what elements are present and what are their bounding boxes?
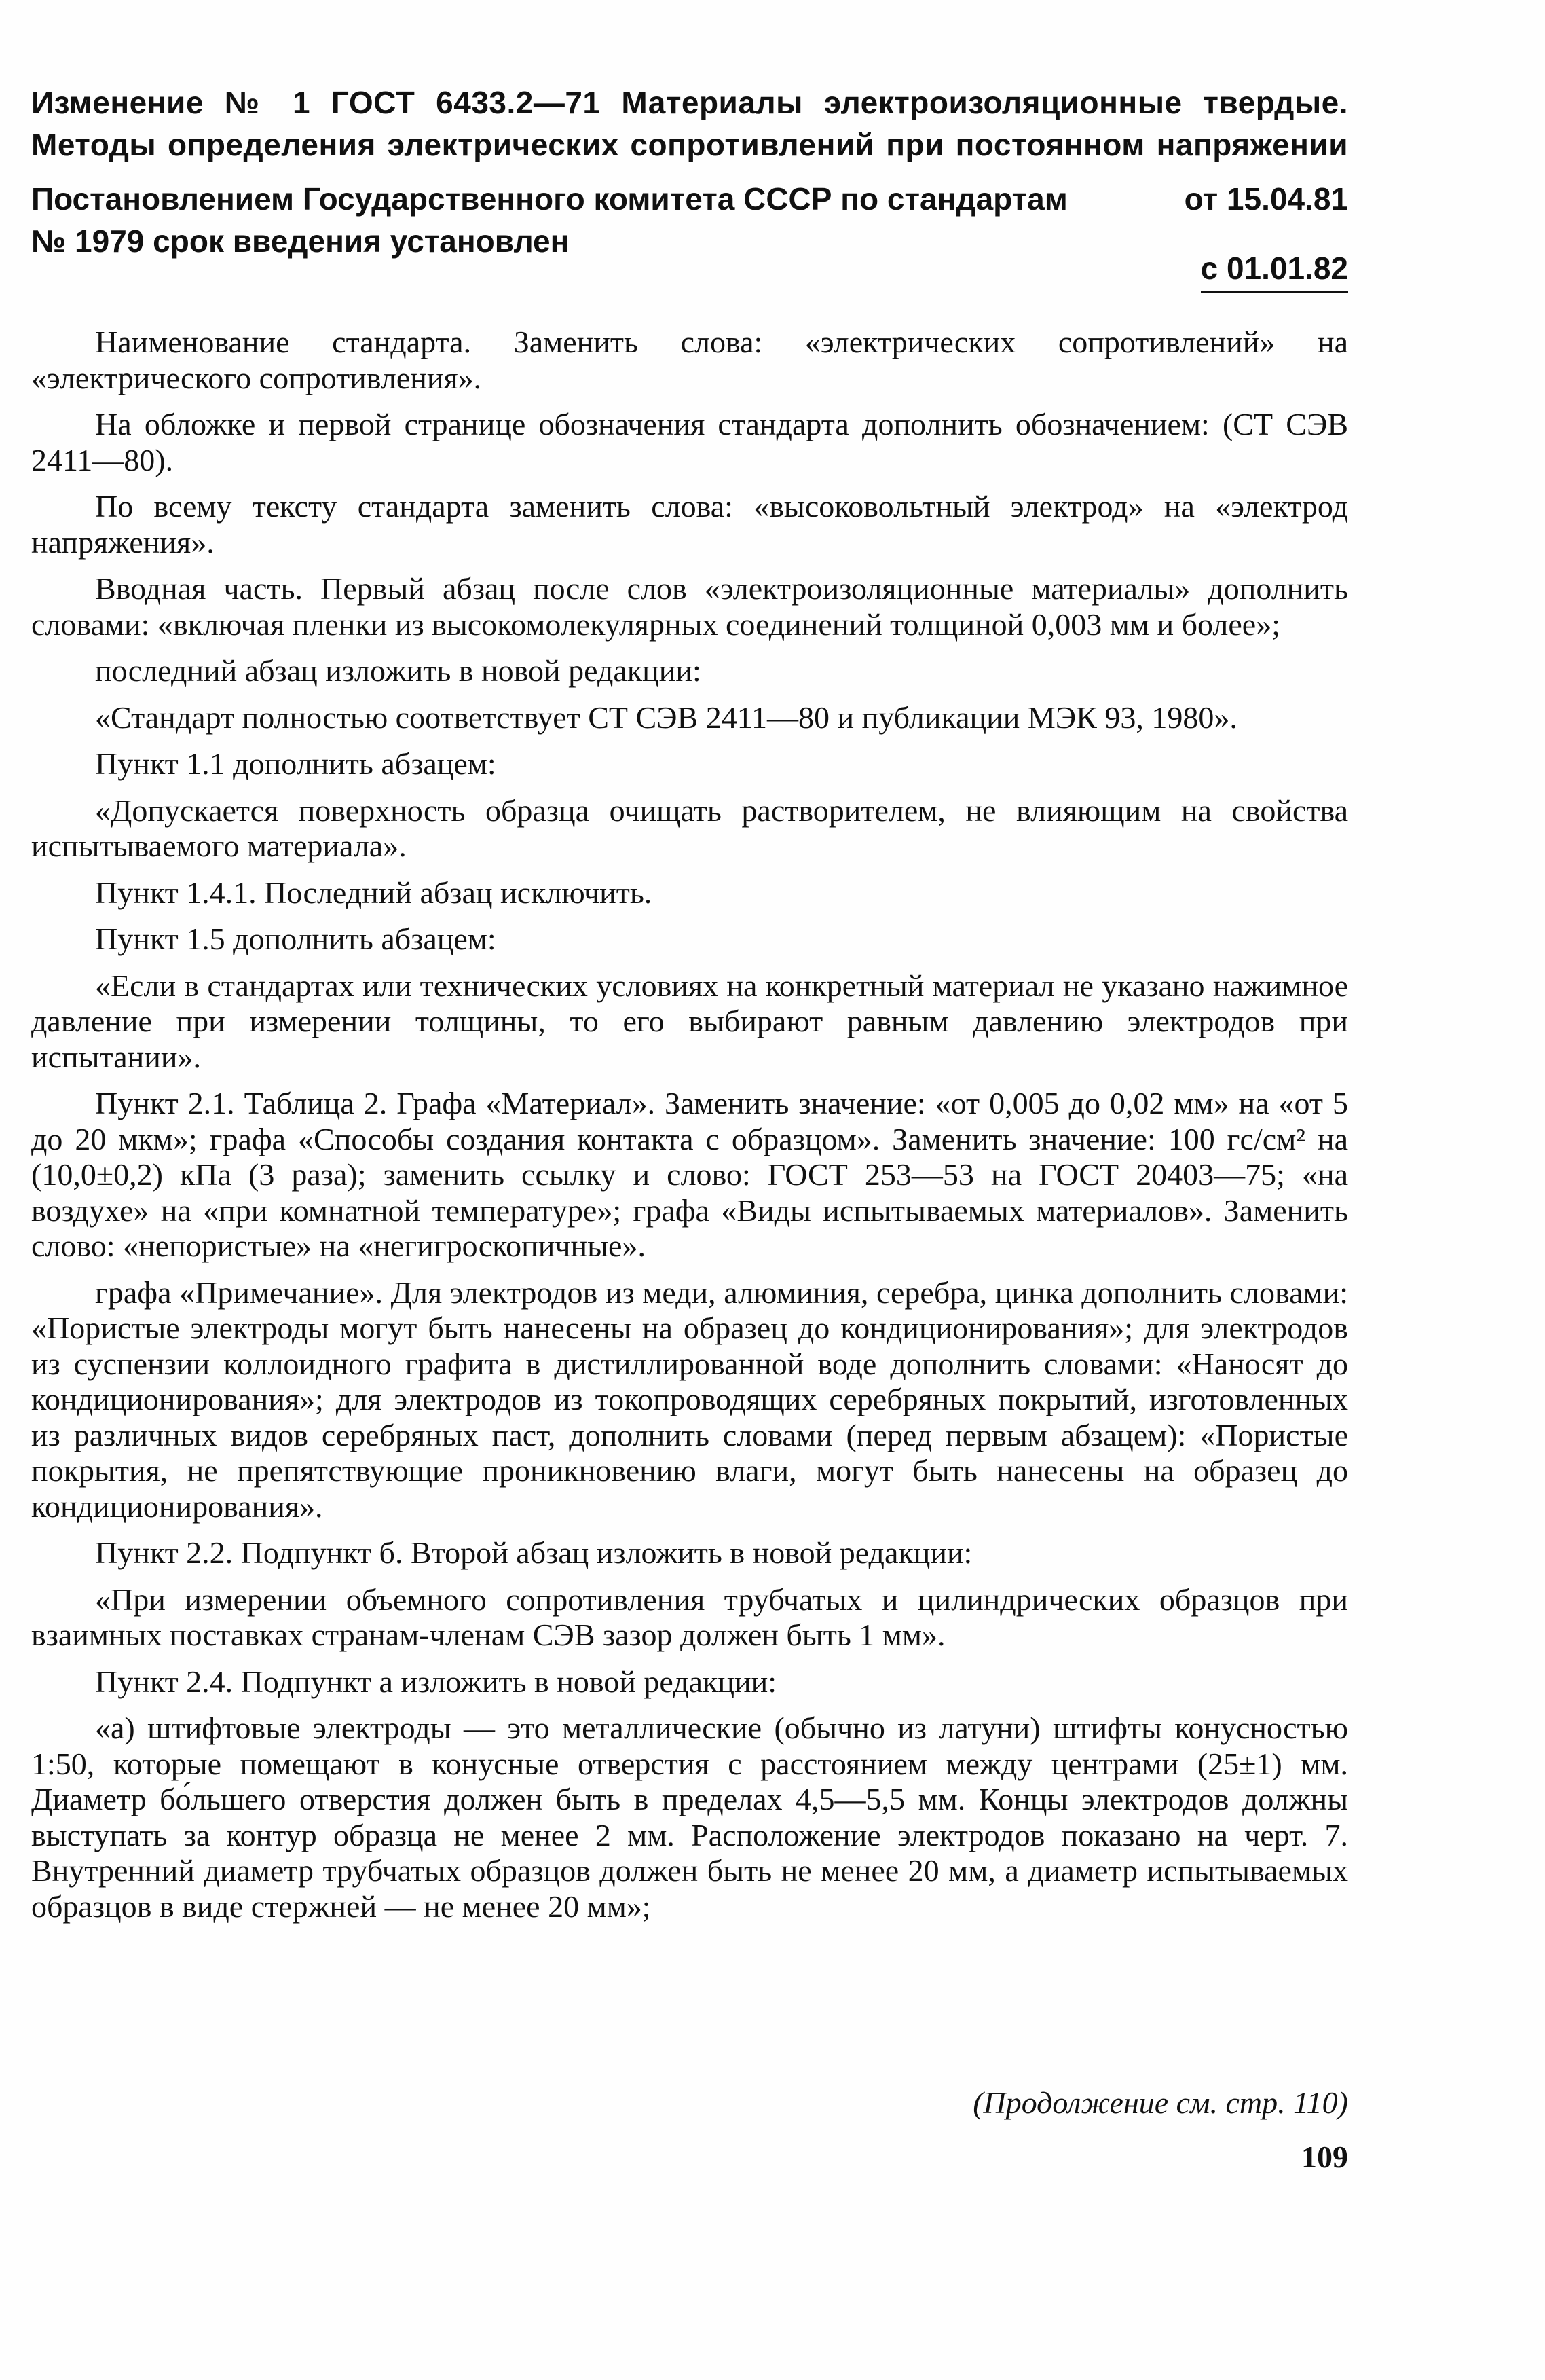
paragraph: последний абзац изложить в новой редакции: (95, 653, 701, 688)
decree-date: от 15.04.81 (1184, 181, 1348, 217)
paragraph: «При измерении объемного сопротивления трубчатых и цилиндрических образцов при взаимных поставках странам-членам СЭВ зазор должен быть 1 мм». (31, 1581, 1348, 1652)
document-header (31, 81, 1348, 166)
decree-row-1 (31, 178, 1348, 220)
paragraph: Пункт 1.4.1. Последний абзац исключить. (95, 875, 652, 910)
header-title-line-2: Методы определения электрических сопротивлений при постоянном напряжении (31, 127, 1348, 162)
document-body (31, 325, 1348, 1935)
effective-date: с 01.01.82 (1201, 247, 1348, 293)
paragraph: По всему тексту стандарта заменить слова: «высоковольтный электрод» на «электрод напряжения». (31, 489, 1348, 560)
paragraph: Пункт 1.5 дополнить абзацем: (95, 921, 496, 956)
page-number: 109 (1301, 2140, 1348, 2174)
paragraph: Вводная часть. Первый абзац после слов «электроизоляционные материалы» дополнить словами: «включая пленки из высокомолекулярных соединений толщиной 0,003 мм и более»; (31, 571, 1348, 642)
paragraph: Пункт 1.1 дополнить абзацем: (95, 746, 496, 781)
decree-block (31, 178, 1348, 286)
paragraph: Наименование стандарта. Заменить слова: «электрических сопротивлений» на «электрического сопротивления». (31, 325, 1348, 395)
paragraph: «Если в стандартах или технических условиях на конкретный материал не указано нажимное давление при измерении толщины, то его выбирают равным давлению электродов при испытании». (31, 968, 1348, 1074)
paragraph: Пункт 2.4. Подпункт а изложить в новой редакции: (95, 1664, 777, 1699)
paragraph: «а) штифтовые электроды — это металлические (обычно из латуни) штифты конусностью 1:50, которые помещают в конусные отверстия с расстоянием между центрами (25±1) мм. Диаметр бо́льшего отверстия должен быть в пределах 4,5—5,5 мм. Концы электродов должны выступать за контур образца не менее 2 мм. Расположение электродов показано на черт. 7. Внутренний диаметр трубчатых образцов должен быть не менее 20 мм, а диаметр испытываемых образцов в виде стержней — не менее 20 мм»; (31, 1710, 1348, 1924)
paragraph: «Допускается поверхность образца очищать растворителем, не влияющим на свойства испытываемого материала». (31, 792, 1348, 863)
decree-number: № 1979 срок введения установлен (31, 223, 570, 259)
header-title-line-1: Изменение № 1 ГОСТ 6433.2—71 Материалы электроизоляционные твердые. (31, 85, 1348, 120)
paragraph: Пункт 2.2. Подпункт б. Второй абзац изложить в новой редакции: (95, 1535, 973, 1570)
decree-issuer: Постановлением Государственного комитета СССР по стандартам (31, 181, 1068, 217)
paragraph: Пункт 2.1. Таблица 2. Графа «Материал». Заменить значение: «от 0,005 до 0,02 мм» на «от 5 до 20 мкм»; графа «Способы создания контакта с образцом». Заменить значение: 100 гс/см² на (10,0±0,2) кПа (3 раза); заменить ссылку и слово: ГОСТ 253—53 на ГОСТ 20403—75; «на воздухе» на «при комнатной температуре»; графа «Виды испытываемых материалов». Заменить слово: «непористые» на «негигроскопичные». (31, 1086, 1348, 1263)
paragraph: На обложке и первой странице обозначения стандарта дополнить обозначением: (СТ СЭВ 2411—80). (31, 407, 1348, 477)
continuation-note: (Продолжение см. стр. 110) (973, 2085, 1348, 2120)
paragraph: графа «Примечание». Для электродов из меди, алюминия, серебра, цинка дополнить словами: «Пористые электроды могут быть нанесены на образец до кондиционирования»; для электродов из суспензии коллоидного графита в дистиллированной воде дополнить словами: «Наносят до кондиционирования»; для электродов из токопроводящих серебряных покрытий, изготовленных из различных видов серебряных паст, дополнить словами (перед первым абзацем): «Пористые покрытия, не препятствующие проникновению влаги, могут быть нанесены на образец до кондиционирования». (31, 1275, 1348, 1524)
paragraph: «Стандарт полностью соответствует СТ СЭВ 2411—80 и публикации МЭК 93, 1980». (95, 699, 1237, 735)
